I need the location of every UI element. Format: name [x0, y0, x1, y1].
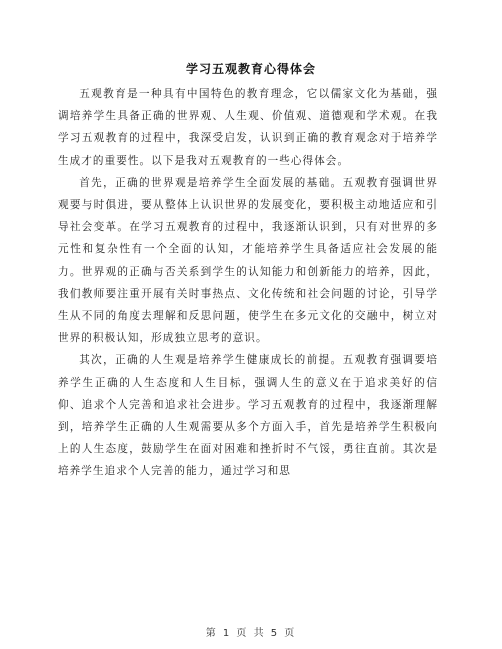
paragraph-intro: 五观教育是一种具有中国特色的教育理念，它以儒家文化为基础，强调培养学生具备正确的世界观、人生观、价值观、道德观和学术观。在我学习五观教育的过程中，我深受启发，认识到正确的教育观念对于培养学生成才的重要性。以下是我对五观教育的一些心得体会。: [58, 88, 438, 167]
paragraph-outlook-on-life: 其次，正确的人生观是培养学生健康成长的前提。五观教育强调要培养学生正确的人生态度和人生目标，强调人生的意义在于追求美好的信仰、追求个人完善和追求社会进步。学习五观教育的过程中，我逐渐理解到，培养学生正确的人生观需要从多个方面入手，首先是培养学生积极向上的人生态度，鼓励学生在面对困难和挫折时不气馁，勇往直前。其次是培养学生追求个人完善的能力，通过学习和思: [58, 354, 438, 478]
paragraph-worldview: 首先，正确的世界观是培养学生全面发展的基础。五观教育强调世界观要与时俱进，要从整体上认识世界的发展变化，要积极主动地适应和引导社会变革。在学习五观教育的过程中，我逐渐认识到，只有对世界的多元性和复杂性有一个全面的认知，才能培养学生具备适应社会发展的能力。世界观的正确与否关系到学生的认知能力和创新能力的培养，因此，我们教师要注重开展有关时事热点、文化传统和社会问题的讨论，引导学生从不同的角度去理解和反思问题，使学生在多元文化的交融中，树立对世界的积极认知，形成独立思考的意识。: [58, 176, 438, 345]
document-body: [58, 83, 438, 483]
page-number-footer: 第 1 页 共 5 页: [205, 628, 297, 639]
document-title: 学习五观教育心得体会: [185, 62, 316, 76]
